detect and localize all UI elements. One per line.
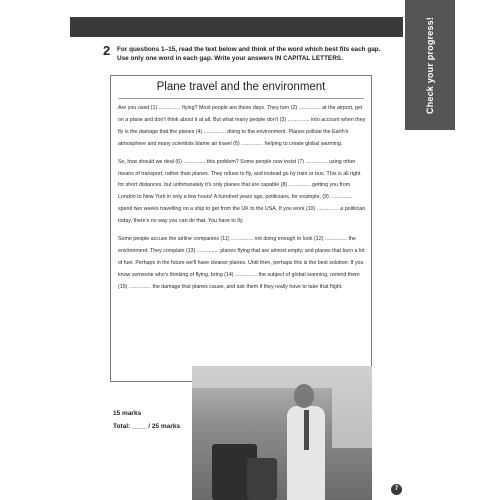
photo-window bbox=[192, 366, 372, 388]
article-body bbox=[118, 103, 366, 294]
photo-luggage bbox=[247, 458, 277, 500]
photo-window bbox=[332, 388, 372, 448]
paragraph: So, how should we deal (6) ............... this problem? Some people now insist (7) ............... using other means of transport, rather than planes. They refuse to fly, and instead go by train or bus. This is all right for short distances, but unfortunately it's only planes that are capable (8) ............... getting you from London to New York in only a few hours! A hundred years ago, politicians, for example, (9) ............... spend two weeks travelling on a ship to get from the UK to the USA. If you work (10) ............... a politician today, there's no way you can do that. You have to fly. bbox=[118, 158, 366, 225]
header-bar bbox=[70, 17, 403, 37]
paragraph: Are you used (1) ............... flying? Most people are these days. They turn (2) ............... at the airport, get on a plane and don't think about it at all. But what many people don't (3) ............... into account when they fly is the damage that the planes (4) ............... doing to the environment. Planes pollute the Earth's atmosphere and many scientists blame air travel (5) ............... helping to create global warming. bbox=[118, 105, 366, 147]
article-title: Plane travel and the environment bbox=[156, 81, 326, 93]
title-divider bbox=[118, 98, 364, 99]
businessman-airport-photo bbox=[192, 366, 372, 500]
photo-tie bbox=[304, 410, 309, 450]
side-tab-label: Check your progress! bbox=[425, 16, 435, 114]
photo-person-head bbox=[294, 384, 314, 408]
paragraph: Some people accuse the airline companies (11) ............... not doing enough to look (12) ............... the environment. They complain (13) ............... planes flying that are almost empty, and planes that burn a lot of fuel. Perhaps in the future we'll have cleaner planes. Until then, perhaps this is the best solution: If you know someone who's thinking of flying, bring (14) ............... the subject of global warming, remind them (15) ............... the damage that planes cause, and ask them if they really have to take that flight. bbox=[118, 236, 365, 290]
marks-label: 15 marks bbox=[113, 410, 142, 417]
total-label: Total: ____ / 25 marks bbox=[113, 423, 181, 430]
question-instructions: For questions 1–15, read the text below and think of the word which best fits each gap. Use only one word in each gap. Write your answers IN CAPITAL LETTERS. bbox=[117, 46, 381, 62]
question-number: 2 bbox=[103, 43, 111, 58]
page-number-badge: 7 bbox=[391, 484, 402, 495]
